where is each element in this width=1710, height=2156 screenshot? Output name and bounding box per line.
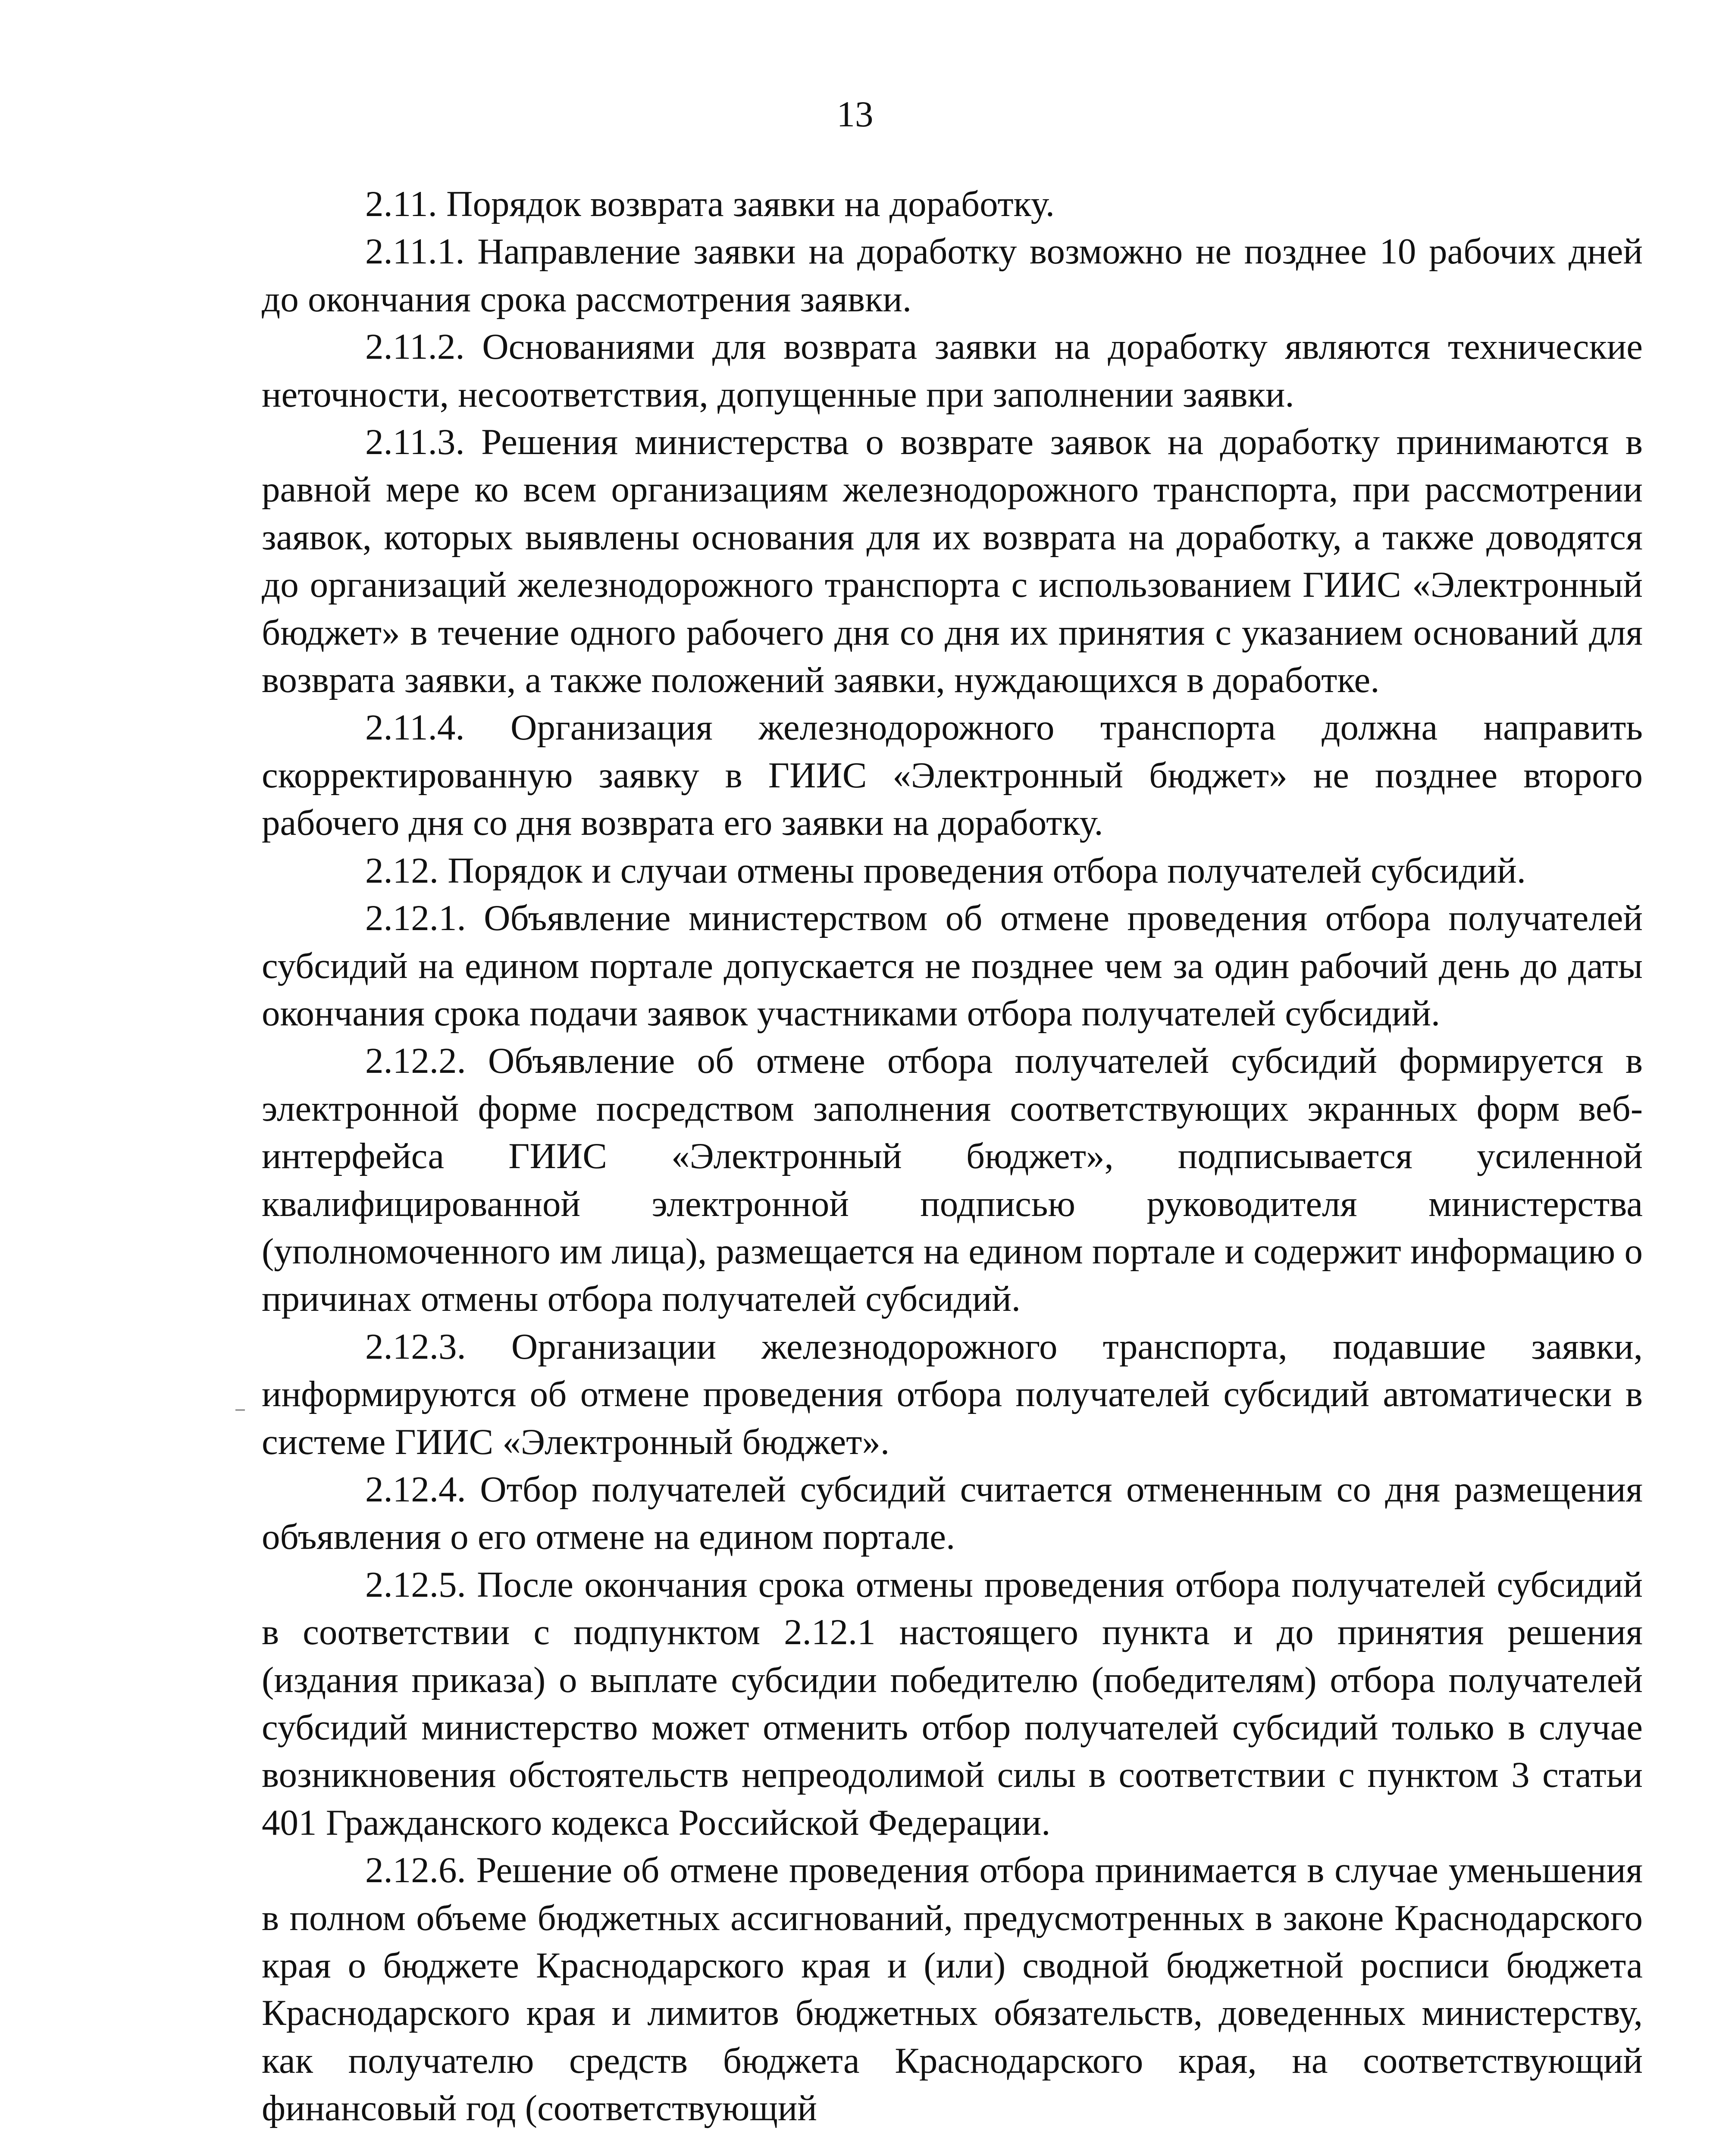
paragraph-2-11-4: 2.11.4. Организация железнодорожного транспорта должна направить скорректированную заявку в ГИИС «Электронный бюджет» не позднее второго рабочего дня со дня возврата его заявки на доработку.: [262, 707, 1643, 843]
paragraph-2-11-3: 2.11.3. Решения министерства о возврате заявок на доработку принимаются в равной мере ко всем организациям железнодорожного транспорта, при рассмотрении заявок, которых выявлены основания для их возврата на доработку, а также доводятся до организаций железнодорожного транспорта с использованием ГИИС «Электронный бюджет» в течение одного рабочего дня со дня их принятия с указанием оснований для возврата заявки, а также положений заявки, нуждающихся в доработке.: [262, 422, 1643, 701]
paragraph-2-12: 2.12. Порядок и случаи отмены проведения отбора получателей субсидий.: [365, 850, 1526, 891]
paragraph-2-12-6: 2.12.6. Решение об отмене проведения отбора принимается в случае уменьшения в полном объеме бюджетных ассигнований, предусмотренных в законе Краснодарского края о бюджете Краснодарского края и (или) сводной бюджетной росписи бюджета Краснодарского края и лимитов бюджетных обязательств, доведенных министерству, как получателю средств бюджета Краснодарского края, на соответствующий финансовый год (соответствующий: [262, 1850, 1643, 2129]
document-body: [262, 180, 1643, 2132]
paragraph-2-12-4: 2.12.4. Отбор получателей субсидий считается отмененным со дня размещения объявления о его отмене на едином портале.: [262, 1469, 1643, 1557]
paragraph-2-11-2: 2.11.2. Основаниями для возврата заявки на доработку являются технические неточности, несоответствия, допущенные при заполнении заявки.: [262, 326, 1643, 415]
paragraph-2-12-2: 2.12.2. Объявление об отмене отбора получателей субсидий формируется в электронной форме посредством заполнения соответствующих экранных форм веб-интерфейса ГИИС «Электронный бюджет», подписывается усиленной квалифицированной электронной подписью руководителя министерства (уполномоченного им лица), размещается на едином портале и содержит информацию о причинах отмены отбора получателей субсидий.: [262, 1040, 1643, 1319]
paragraph-2-12-1: 2.12.1. Объявление министерством об отмене проведения отбора получателей субсидий на едином портале допускается не позднее чем за один рабочий день до даты окончания срока подачи заявок участниками отбора получателей субсидий.: [262, 898, 1643, 1034]
paragraph-2-11-1: 2.11.1. Направление заявки на доработку возможно не позднее 10 рабочих дней до окончания срока рассмотрения заявки.: [262, 231, 1643, 320]
paragraph-2-11: 2.11. Порядок возврата заявки на доработку.: [365, 184, 1055, 224]
page-number: 13: [836, 94, 874, 135]
margin-mark: [235, 1409, 245, 1411]
paragraph-2-12-3: 2.12.3. Организации железнодорожного транспорта, подавшие заявки, информируются об отмене проведения отбора получателей субсидий автоматически в системе ГИИС «Электронный бюджет».: [262, 1326, 1643, 1462]
paragraph-2-12-5: 2.12.5. После окончания срока отмены проведения отбора получателей субсидий в соответствии с подпунктом 2.12.1 настоящего пункта и до принятия решения (издания приказа) о выплате субсидии победителю (победителям) отбора получателей субсидий министерство может отменить отбор получателей субсидий только в случае возникновения обстоятельств непреодолимой силы в соответствии с пунктом 3 статьи 401 Гражданского кодекса Российской Федерации.: [262, 1564, 1643, 1843]
